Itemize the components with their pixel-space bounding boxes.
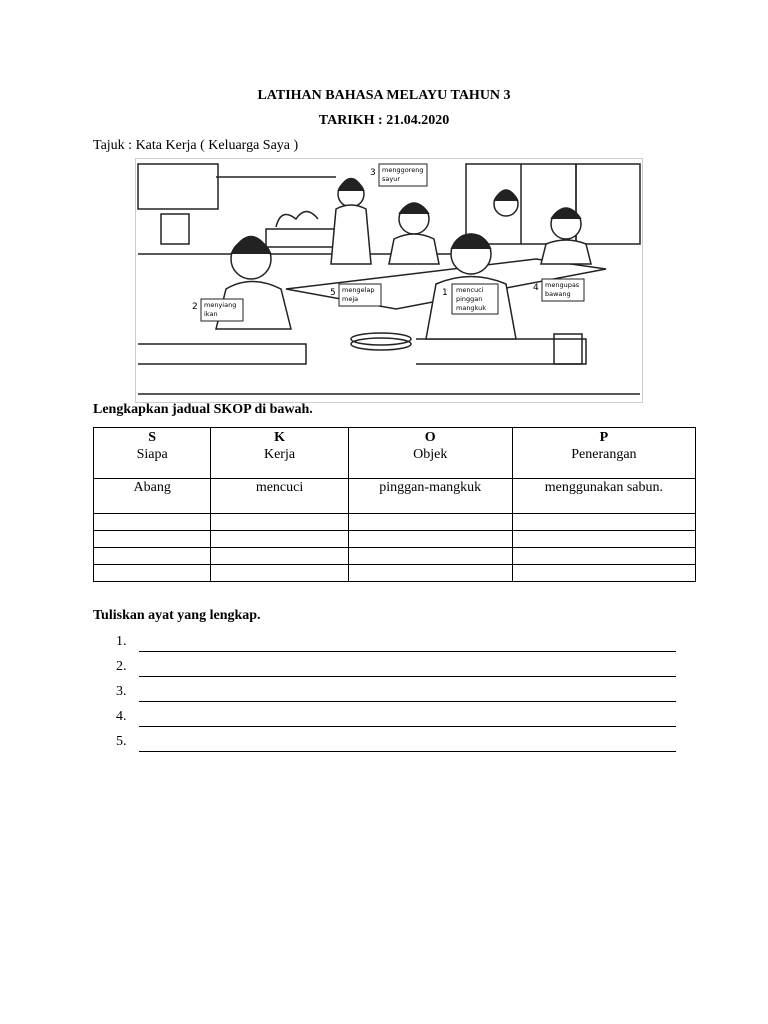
line-number: 1. xyxy=(116,634,127,649)
blank-cell[interactable] xyxy=(512,531,695,548)
sentence-line-1[interactable] xyxy=(116,634,676,654)
header-letter: O xyxy=(424,430,436,445)
blank-cell[interactable] xyxy=(211,548,348,565)
header-word: Kerja xyxy=(263,447,296,462)
header-cell-s xyxy=(94,428,211,479)
worksheet-topic: Tajuk : Kata Kerja ( Keluarga Saya ) xyxy=(93,138,299,153)
blank-cell[interactable] xyxy=(348,531,512,548)
blank-cell[interactable] xyxy=(94,514,211,531)
blank-cell[interactable] xyxy=(94,531,211,548)
svg-text:1: 1 xyxy=(442,288,448,298)
blank-cell[interactable] xyxy=(348,548,512,565)
svg-text:ikan: ikan xyxy=(204,310,218,318)
svg-text:bawang: bawang xyxy=(545,290,571,298)
example-row xyxy=(94,479,696,514)
header-word: Siapa xyxy=(136,447,168,462)
blank-cell[interactable] xyxy=(348,565,512,582)
example-cell: Abang xyxy=(94,479,211,514)
sentence-line-3[interactable] xyxy=(116,684,676,704)
counter-left xyxy=(138,344,306,364)
table-heading: Lengkapkan jadual SKOP di bawah. xyxy=(93,402,313,417)
blank-cell[interactable] xyxy=(512,548,695,565)
blank-row xyxy=(94,548,696,565)
blank-row xyxy=(94,565,696,582)
header-word: Objek xyxy=(413,447,448,462)
header-cell-k xyxy=(211,428,348,479)
svg-text:mencuci: mencuci xyxy=(456,286,484,294)
sentence-line-5[interactable] xyxy=(116,734,676,754)
sink-counter xyxy=(416,339,586,364)
sentence-heading: Tuliskan ayat yang lengkap. xyxy=(93,608,261,623)
line-number: 5. xyxy=(116,734,127,749)
blank-row xyxy=(94,514,696,531)
svg-text:2: 2 xyxy=(192,302,198,312)
header-word: Penerangan xyxy=(571,447,637,462)
svg-text:4: 4 xyxy=(533,283,539,293)
header-letter: K xyxy=(274,430,285,445)
line-number: 3. xyxy=(116,684,127,699)
svg-text:mengelap: mengelap xyxy=(342,286,375,294)
blank-cell[interactable] xyxy=(348,514,512,531)
label-4 xyxy=(533,279,584,301)
skop-table xyxy=(93,427,696,582)
blank-cell[interactable] xyxy=(211,531,348,548)
svg-text:menggoreng: menggoreng xyxy=(382,166,424,174)
sentence-line-4[interactable] xyxy=(116,709,676,729)
blank-cell[interactable] xyxy=(94,548,211,565)
svg-text:sayur: sayur xyxy=(382,175,401,183)
example-cell: mencuci xyxy=(211,479,348,514)
line-number: 4. xyxy=(116,709,127,724)
worksheet-date: TARIKH : 21.04.2020 xyxy=(318,113,450,128)
blank-cell[interactable] xyxy=(512,514,695,531)
label-2 xyxy=(192,299,243,321)
blank-cell[interactable] xyxy=(211,565,348,582)
svg-text:mengupas: mengupas xyxy=(545,281,580,289)
header-cell-o xyxy=(348,428,512,479)
blank-cell[interactable] xyxy=(211,514,348,531)
window-left xyxy=(138,164,218,209)
label-3 xyxy=(370,164,427,186)
blank-cell[interactable] xyxy=(512,565,695,582)
svg-text:meja: meja xyxy=(342,295,359,303)
header-letter: S xyxy=(148,430,157,445)
example-cell: pinggan-mangkuk xyxy=(348,479,512,514)
blank-cell[interactable] xyxy=(94,565,211,582)
example-cell: menggunakan sabun. xyxy=(512,479,695,514)
steam xyxy=(276,212,318,228)
svg-text:3: 3 xyxy=(370,168,376,178)
door-right xyxy=(576,164,640,244)
worksheet-title: LATIHAN BAHASA MELAYU TAHUN 3 xyxy=(257,88,511,103)
svg-text:menyiang: menyiang xyxy=(204,301,237,309)
stove xyxy=(266,229,336,247)
svg-text:5: 5 xyxy=(330,288,336,298)
kitchen-scene xyxy=(136,159,642,402)
header-letter: P xyxy=(599,430,609,445)
skop-header-row xyxy=(94,428,696,479)
line-number: 2. xyxy=(116,659,127,674)
header-cell-p xyxy=(512,428,695,479)
sentence-line-2[interactable] xyxy=(116,659,676,679)
kitchen-illustration xyxy=(135,158,643,403)
svg-text:pinggan: pinggan xyxy=(456,295,483,303)
kettle xyxy=(161,214,189,244)
label-5 xyxy=(330,284,381,306)
blank-row xyxy=(94,531,696,548)
svg-text:mangkuk: mangkuk xyxy=(456,304,487,312)
